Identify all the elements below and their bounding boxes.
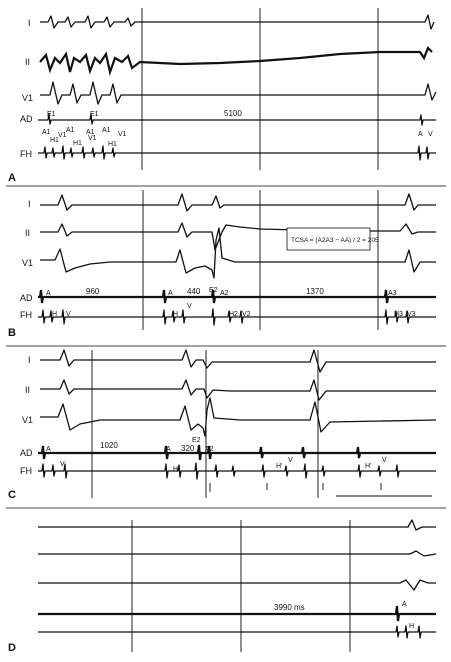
annotation: E1 <box>47 111 56 118</box>
lead-label: II <box>25 385 31 395</box>
annotation: H2 <box>229 311 238 318</box>
annotation: E2 <box>192 437 201 444</box>
lead-label: I <box>28 199 31 209</box>
interval-label: 960 <box>86 287 100 296</box>
lead-label: AD <box>20 448 33 458</box>
annotation: V1 <box>118 131 127 138</box>
trace-lead-i <box>40 194 436 211</box>
annotation: A2 <box>205 446 214 453</box>
annotation: A <box>168 290 173 297</box>
trace-lead-v1 <box>40 82 436 104</box>
trace-3 <box>38 580 436 590</box>
annotation: V <box>382 457 387 464</box>
annotation: A2 <box>220 290 229 297</box>
trace-fh <box>38 463 436 479</box>
interval-label: 440 <box>187 287 201 296</box>
trace-fh <box>38 146 436 160</box>
panel-a <box>8 8 436 184</box>
annotation: H <box>52 311 58 318</box>
annotation: H1 <box>73 140 82 147</box>
annotation: A <box>402 601 407 608</box>
annotation: A <box>46 446 51 453</box>
annotation: A1 <box>102 127 111 134</box>
annotation: H1 <box>50 137 59 144</box>
annotation: H' <box>276 463 283 470</box>
annotation: V <box>187 303 192 310</box>
annotation: A1 <box>66 127 75 134</box>
annotation: A <box>46 290 51 297</box>
formula-text: TCSA = (A2A3 − AA) / 2 = 205 <box>291 237 379 244</box>
annotation: H <box>173 311 179 318</box>
trace-lead-v1 <box>40 228 436 278</box>
annotation: V2 <box>242 311 251 318</box>
annotation: H3 <box>394 311 403 318</box>
lead-label: AD <box>20 293 33 303</box>
interval-label: 3990 ms <box>274 603 305 612</box>
trace-lead-ii <box>40 380 436 400</box>
annotation: H <box>173 466 179 473</box>
lead-label: FH <box>20 466 32 476</box>
panel-letter: D <box>8 642 16 654</box>
annotation: H1 <box>108 141 117 148</box>
annotation: V1 <box>58 132 67 139</box>
lead-label: V1 <box>22 93 34 103</box>
annotation: E2 <box>209 287 218 294</box>
annotation: V3 <box>407 311 416 318</box>
annotation: A <box>166 446 171 453</box>
annotation: E1 <box>90 111 99 118</box>
lead-label: I <box>28 355 31 365</box>
annotation: A1 <box>42 129 51 136</box>
lead-label: II <box>25 228 31 238</box>
trace-lead-v1 <box>40 398 436 436</box>
lead-label: AD <box>20 114 33 124</box>
trace-lead-ii <box>40 48 432 72</box>
lead-label: I <box>28 18 31 28</box>
lead-label: FH <box>20 149 32 159</box>
trace-2 <box>38 551 436 556</box>
annotation: A1 <box>86 129 95 136</box>
trace-lead-i <box>40 15 434 29</box>
trace-4 <box>38 606 436 621</box>
interval-label: 1370 <box>306 287 324 296</box>
annotation: V <box>60 461 65 468</box>
annotation: V <box>428 131 433 138</box>
trace-lead-i <box>40 350 436 372</box>
annotation: V1 <box>88 135 97 142</box>
panel-d <box>8 520 436 654</box>
annotation: V <box>66 311 71 318</box>
panel-b <box>8 190 436 339</box>
annotation: A <box>418 131 423 138</box>
interval-label: 1020 <box>100 441 118 450</box>
trace-ad <box>38 445 436 460</box>
annotation: V <box>288 457 293 464</box>
interval-label: 320 <box>181 444 195 453</box>
lead-label: II <box>25 57 31 67</box>
trace-5 <box>38 626 436 638</box>
panel-letter: A <box>8 172 16 184</box>
lead-label: V1 <box>22 258 34 268</box>
annotation: H' <box>365 463 372 470</box>
annotation: A3 <box>388 290 397 297</box>
interval-label: 5100 <box>224 109 242 118</box>
lead-label: V1 <box>22 415 34 425</box>
panel-letter: C <box>8 489 16 501</box>
panel-letter: B <box>8 327 16 339</box>
panel-c <box>8 350 436 501</box>
trace-1 <box>38 520 436 530</box>
annotation: H <box>409 623 415 630</box>
lead-label: FH <box>20 310 32 320</box>
